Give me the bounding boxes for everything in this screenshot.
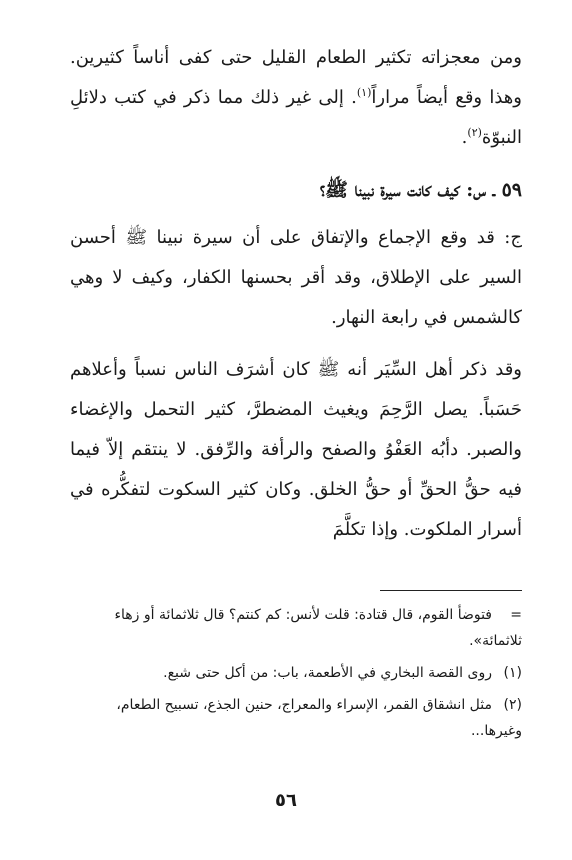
paragraph-text: .	[461, 127, 468, 148]
footnote-2	[70, 692, 522, 744]
footnote-separator	[380, 590, 522, 591]
paragraph-answer: ج: قد وقع الإجماع والإتفاق على أن سيرة نبينا ﷺ أحسن السير على الإطلاق، وقد أقر بحسنها الكفار، وكيف لا وهي كالشمس في رابعة النهار.	[70, 227, 522, 328]
page-number: ٥٦	[275, 790, 297, 811]
main-text	[70, 38, 522, 562]
paragraph-biography: وقد ذكر أهل السِّيَر أنه ﷺ كان أشرَف الناس نسباً وأعلاهم حَسَباً. يصل الرَّحِمَ ويغيث المضطرَّ، كثير التحمل والإغضاء والصبر. دأبُه العَفْوُ والصفح والرأفة والرِّفق. لا ينتقم إلاّ فيما فيه حقُّ الحقِّ أو حقُّ الخلق. وكان كثير السكوت لتفكُّره في أسرار الملكوت. وإذا تكلَّمَ	[70, 359, 522, 540]
paragraph-text: . إلى غير ذلك مما ذكر في كتب دلائلِ النبوّة	[70, 87, 522, 148]
footnote-mark: (٢)	[503, 697, 522, 713]
footnote-1	[70, 660, 522, 686]
footnote-mark: =	[510, 607, 522, 623]
footnote-mark: (١)	[503, 665, 522, 681]
question-heading: ٥٩ ـ س: كيف كانت سيرة نبينا ﷺ؟	[319, 179, 522, 201]
paragraph-text: ومن معجزاته تكثير الطعام القليل حتى كفى أناساً كثيرين. وهذا وقع أيضاً مراراً	[70, 47, 522, 108]
footnotes	[70, 602, 522, 750]
paragraph-miracles	[70, 38, 522, 158]
footnote-continuation	[70, 602, 522, 654]
footnote-ref-1: (١)	[356, 86, 372, 99]
footnote-ref-2: (٢)	[467, 126, 482, 139]
footnote-text: روى القصة البخاري في الأطعمة، باب: من أكل حتى شبع.	[163, 665, 492, 681]
body-text	[70, 38, 522, 550]
footnote-text: مثل انشقاق القمر، الإسراء والمعراج، حنين الجذع، تسبيح الطعام، وغيرها...	[116, 697, 522, 739]
footnote-text: فتوضأ القوم، قال قتادة: قلت لأنس: كم كنتم؟ قال ثلاثمائة أو زهاء ثلاثمائة».	[114, 607, 522, 649]
